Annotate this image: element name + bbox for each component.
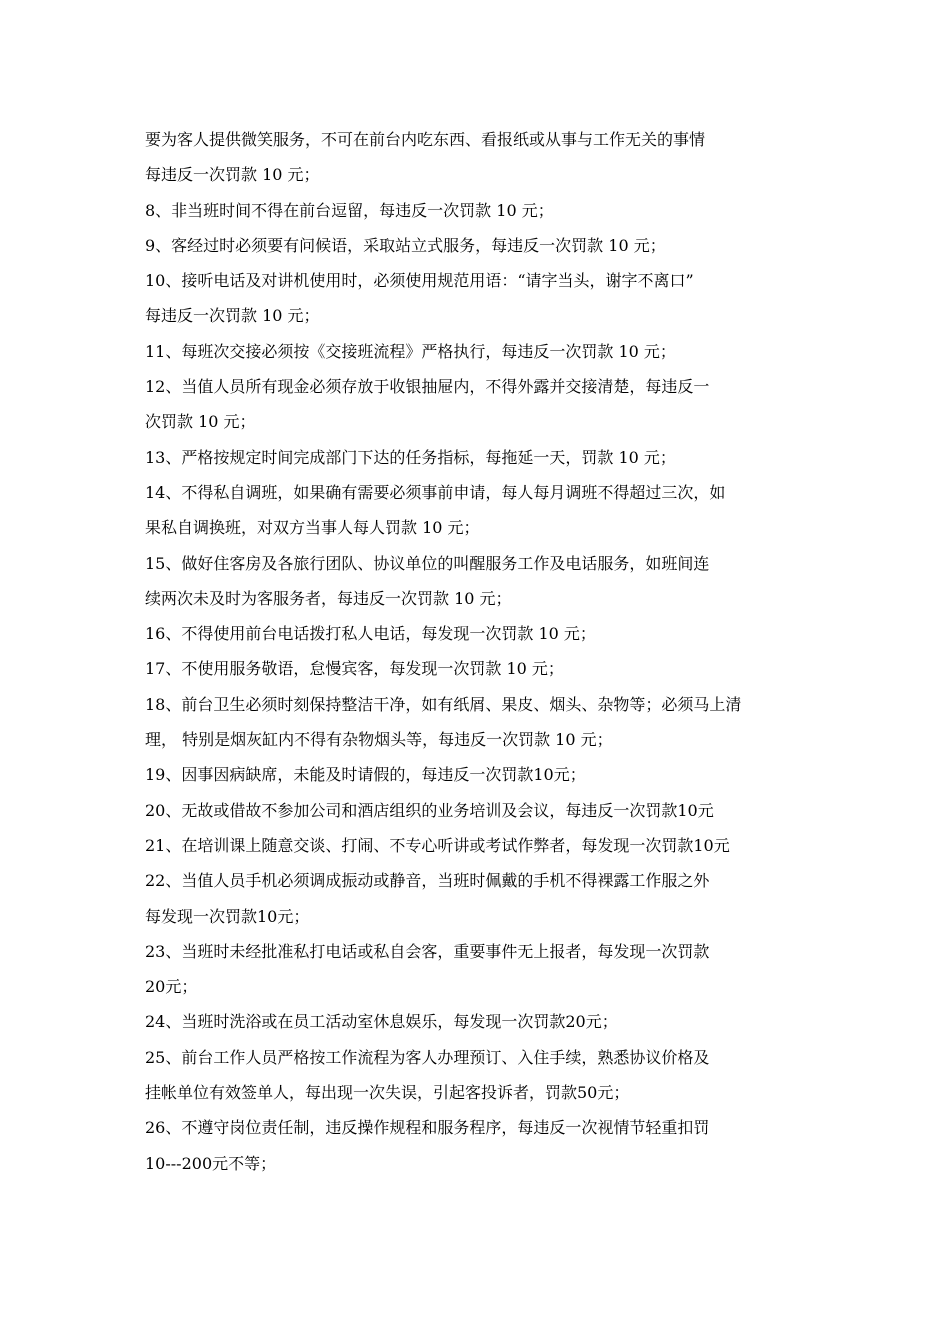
text-line: 18、前台卫生必须时刻保持整洁干净，如有纸屑、果皮、烟头、杂物等；必须马上清: [145, 694, 742, 714]
text-line: 21、在培训课上随意交谈、打闹、不专心听讲或考试作弊者，每发现一次罚款10元: [145, 835, 730, 855]
text-line: 25、前台工作人员严格按工作流程为客人办理预订、入住手续，熟悉协议价格及: [145, 1047, 710, 1067]
text-line: 26、不遵守岗位责任制，违反操作规程和服务程序，每违反一次视情节轻重扣罚: [145, 1118, 710, 1138]
text-line: 9、客经过时必须要有问候语，采取站立式服务，每违反一次罚款 10 元；: [145, 235, 666, 255]
text-line: 14、不得私自调班，如果确有需要必须事前申请，每人每月调班不得超过三次，如: [145, 482, 726, 502]
document-body: [145, 122, 810, 1181]
text-line: 续两次未及时为客服务者，每违反一次罚款 10 元；: [145, 588, 512, 608]
text-line: 16、不得使用前台电话拨打私人电话，每发现一次罚款 10 元；: [145, 624, 596, 644]
text-line: 24、当班时洗浴或在员工活动室休息娱乐，每发现一次罚款20元；: [145, 1012, 618, 1032]
text-line: 11、每班次交接必须按《交接班流程》严格执行，每违反一次罚款 10 元；: [145, 341, 676, 361]
text-line: 理， 特别是烟灰缸内不得有杂物烟头等，每违反一次罚款 10 元；: [145, 730, 613, 750]
text-line: 10---200元不等；: [145, 1153, 277, 1173]
text-line: 8、非当班时间不得在前台逗留，每违反一次罚款 10 元；: [145, 200, 554, 220]
text-line: 10、接听电话及对讲机使用时，必须使用规范用语：“请字当头，谢字不离口”: [145, 271, 694, 291]
text-line: 20、无故或借故不参加公司和酒店组织的业务培训及会议，每违反一次罚款10元: [145, 800, 714, 820]
text-line: 23、当班时未经批准私打电话或私自会客，重要事件无上报者，每发现一次罚款: [145, 941, 710, 961]
text-line: 13、严格按规定时间完成部门下达的任务指标，每拖延一天，罚款 10 元；: [145, 447, 676, 467]
text-line: 20元；: [145, 977, 198, 997]
text-line: 22、当值人员手机必须调成振动或静音，当班时佩戴的手机不得裸露工作服之外: [145, 871, 710, 891]
text-line: 果私自调换班，对双方当事人每人罚款 10 元；: [145, 518, 480, 538]
text-line: 12、当值人员所有现金必须存放于收银抽屉内，不得外露并交接清楚，每违反一: [145, 377, 710, 397]
text-line: 19、因事因病缺席，未能及时请假的，每违反一次罚款10元；: [145, 765, 586, 785]
text-line: 17、不使用服务敬语，怠慢宾客，每发现一次罚款 10 元；: [145, 659, 564, 679]
text-line: 每违反一次罚款 10 元；: [145, 165, 320, 185]
text-line: 每发现一次罚款10元；: [145, 906, 310, 926]
text-line: 次罚款 10 元；: [145, 412, 256, 432]
text-line: 要为客人提供微笑服务，不可在前台内吃东西、看报纸或从事与工作无关的事情: [145, 130, 706, 149]
text-line: 每违反一次罚款 10 元；: [145, 306, 320, 326]
text-line: 15、做好住客房及各旅行团队、协议单位的叫醒服务工作及电话服务，如班间连: [145, 553, 710, 573]
text-line: 挂帐单位有效签单人，每出现一次失误，引起客投诉者，罚款50元；: [145, 1083, 630, 1103]
